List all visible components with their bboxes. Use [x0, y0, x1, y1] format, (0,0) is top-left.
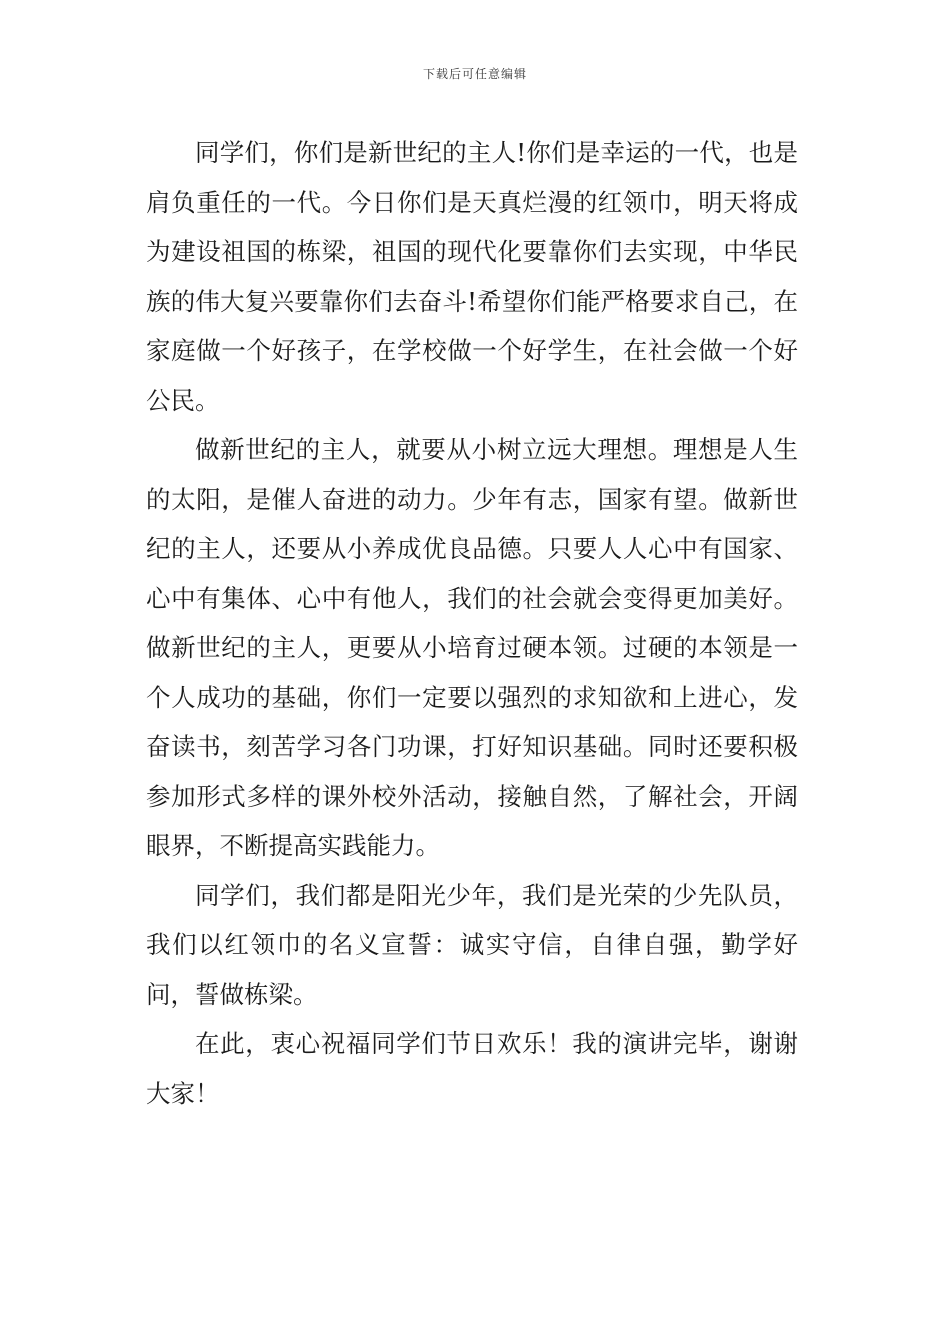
paragraph-3: 同学们，我们都是阳光少年，我们是光荣的少先队员，我们以红领巾的名义宣誓：诚实守信，自律自强，勤学好问，誓做栋梁。	[146, 880, 798, 1009]
paragraph-1: 同学们，你们是新世纪的主人!你们是幸运的一代，也是肩负重任的一代。今日你们是天真烂漫的红领巾，明天将成为建设祖国的栋梁，祖国的现代化要靠你们去实现，中华民族的伟大复兴要靠你们去奋斗!希望你们能严格要求自己，在家庭做一个好孩子，在学校做一个好学生，在社会做一个好公民。	[146, 138, 798, 415]
paragraph-2: 做新世纪的主人，就要从小树立远大理想。理想是人生的太阳，是催人奋进的动力。少年有志，国家有望。做新世纪的主人，还要从小养成优良品德。只要人人心中有国家、心中有集体、心中有他人，我们的社会就会变得更加美好。做新世纪的主人，更要从小培育过硬本领。过硬的本领是一个人成功的基础，你们一定要以强烈的求知欲和上进心，发奋读书，刻苦学习各门功课，打好知识基础。同时还要积极参加形式多样的课外校外活动，接触自然，了解社会，开阔眼界，不断提高实践能力。	[146, 435, 798, 860]
paragraph-4: 在此，衷心祝福同学们节日欢乐！我的演讲完毕，谢谢大家！	[146, 1029, 798, 1108]
page-header-note: 下载后可任意编辑	[422, 67, 527, 81]
document-body	[146, 128, 798, 1118]
